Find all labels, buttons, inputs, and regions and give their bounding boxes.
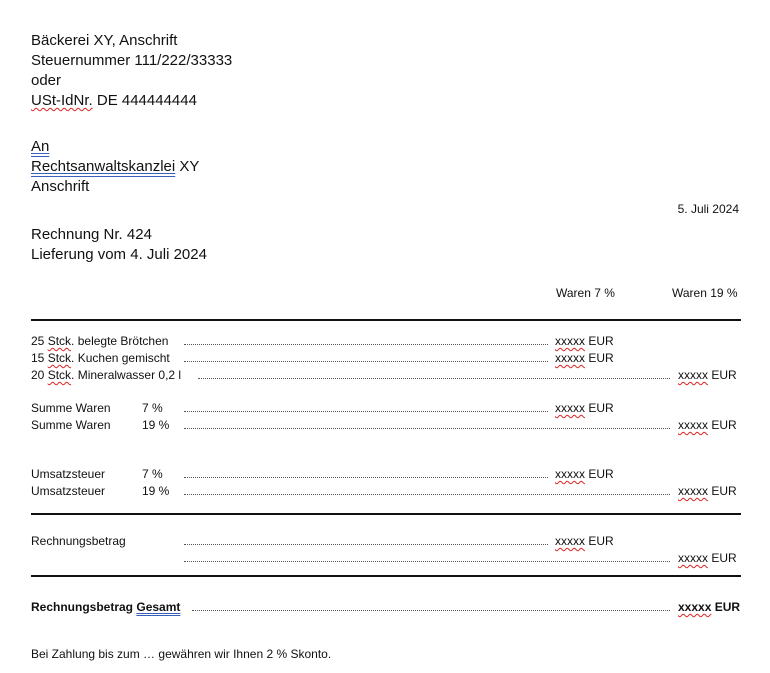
vat-id-value: DE 444444444	[96, 92, 197, 109]
divider	[31, 513, 741, 515]
divider	[31, 575, 741, 577]
divider	[31, 319, 741, 321]
vat-id-label: USt-IdNr.	[31, 92, 93, 109]
sum-rate: 19 %	[142, 418, 170, 432]
sender-or: oder	[31, 72, 62, 89]
amount-19: xxxxx EUR	[678, 368, 737, 382]
amount-19: xxxxx EUR	[678, 551, 737, 565]
recipient-name-suffix: XY	[179, 158, 200, 175]
dot-leader	[184, 361, 548, 362]
sender-tax-number: Steuernummer 111/222/33333	[31, 52, 233, 69]
item-line: 25 Stck. belegte Brötchen	[31, 334, 169, 348]
sender-name: Bäckerei XY, Anschrift	[31, 32, 178, 49]
sum-label: Summe Waren	[31, 401, 111, 415]
column-header-7: Waren 7 %	[556, 286, 615, 300]
dot-leader	[184, 477, 548, 478]
recipient-an: An	[31, 138, 50, 155]
dot-leader	[184, 494, 670, 495]
sender-vat-id	[31, 91, 197, 111]
delivery-date: Lieferung vom 4. Juli 2024	[31, 246, 207, 263]
recipient-name-main: Rechtsanwaltskanzlei	[31, 158, 176, 175]
dot-leader	[184, 411, 548, 412]
amount-19: xxxxx EUR	[678, 418, 737, 432]
tax-label: Umsatzsteuer	[31, 484, 106, 498]
recipient-name	[31, 157, 199, 177]
dot-leader	[184, 561, 670, 562]
grand-total-label: Rechnungsbetrag Gesamt	[31, 600, 181, 614]
total-label: Rechnungsbetrag	[31, 534, 126, 548]
invoice-number: Rechnung Nr. 424	[31, 226, 152, 243]
dot-leader	[198, 378, 670, 379]
amount-7: xxxxx EUR	[555, 467, 614, 481]
amount-7: xxxxx EUR	[555, 401, 614, 415]
payment-terms: Bei Zahlung bis zum … gewähren wir Ihnen 2 % Skonto.	[31, 647, 332, 661]
amount-7: xxxxx EUR	[555, 351, 614, 365]
amount-7: xxxxx EUR	[555, 334, 614, 348]
column-header-19: Waren 19 %	[672, 286, 738, 300]
tax-label: Umsatzsteuer	[31, 467, 106, 481]
item-line: 15 Stck. Kuchen gemischt	[31, 351, 170, 365]
sum-rate: 7 %	[142, 401, 163, 415]
amount-19: xxxxx EUR	[678, 484, 737, 498]
recipient-address: Anschrift	[31, 178, 90, 195]
dot-leader	[184, 344, 548, 345]
item-line: 20 Stck. Mineralwasser 0,2 l	[31, 368, 182, 382]
dot-leader	[184, 544, 548, 545]
dot-leader	[192, 610, 670, 611]
dot-leader	[184, 428, 670, 429]
tax-rate: 19 %	[142, 484, 170, 498]
amount-7: xxxxx EUR	[555, 534, 614, 548]
tax-rate: 7 %	[142, 467, 163, 481]
grand-total-suffix: Gesamt	[136, 600, 181, 614]
invoice-date: 5. Juli 2024	[677, 202, 739, 216]
sum-label: Summe Waren	[31, 418, 111, 432]
grand-total-amount: xxxxx EUR	[678, 600, 741, 614]
